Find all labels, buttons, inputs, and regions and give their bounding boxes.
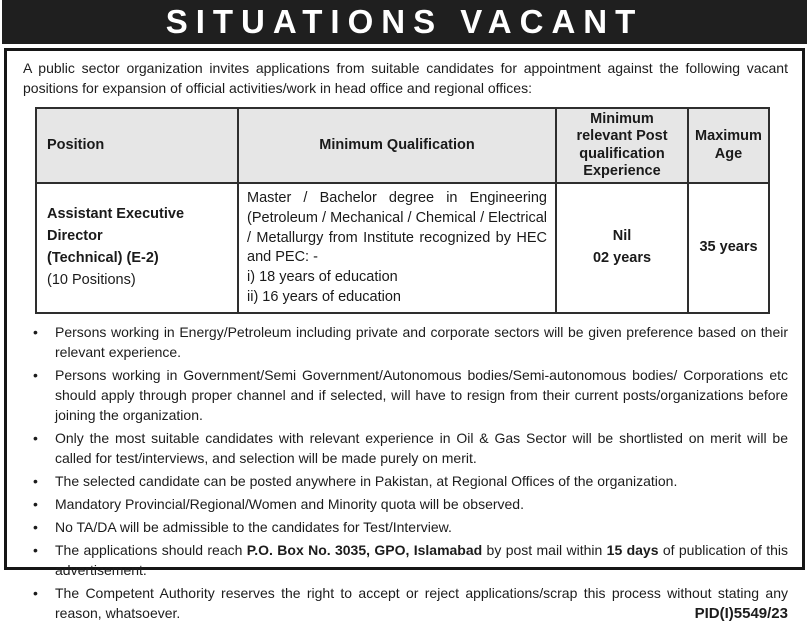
column-header-experience: Minimum relevant Post qualification Experience <box>556 108 688 184</box>
age-cell: 35 years <box>688 183 769 312</box>
table-row <box>36 183 769 312</box>
applications-text: of publication of this advertisement. <box>55 541 788 578</box>
list-item <box>25 322 790 362</box>
bullet-icon: • <box>33 366 38 383</box>
applications-text: by post mail within <box>482 541 607 558</box>
vacancy-table <box>35 107 770 314</box>
list-item <box>25 583 790 624</box>
list-item <box>25 494 790 514</box>
list-item <box>25 428 790 468</box>
applications-text: The applications should reach <box>55 541 247 558</box>
position-cell <box>36 183 238 312</box>
list-item-text: Persons working in Government/Semi Government/Autonomous bodies/Semi-autonomous bodies/ Corporations etc should apply through proper channel and if selected, will have to resign from their current posts/organizations before joining the organization. <box>55 366 788 423</box>
title-band <box>2 0 807 44</box>
bullet-icon: • <box>33 472 38 489</box>
position-title-line: Assistant Executive Director <box>47 206 185 245</box>
bullet-icon: • <box>33 541 38 558</box>
qualification-cell <box>238 183 556 312</box>
conditions-list <box>25 322 790 624</box>
column-header-position: Position <box>36 108 238 184</box>
bullet-icon: • <box>33 323 38 340</box>
bullet-icon: • <box>33 518 38 535</box>
advert-body <box>4 48 805 622</box>
qualification-paragraph: Master / Bachelor degree in Engineering (Petroleum / Mechanical / Chemical / Electrical / Metallurgy from Institute recognized by HEC and PEC: - <box>247 190 547 266</box>
list-item <box>25 517 790 537</box>
qualification-item: ii) 16 years of education <box>247 288 401 305</box>
list-item <box>25 365 790 425</box>
po-box-address: P.O. Box No. 3035, GPO, Islamabad <box>246 541 483 558</box>
experience-cell <box>556 183 688 312</box>
bullet-icon: • <box>33 429 38 446</box>
bullet-icon: • <box>33 584 38 601</box>
deadline-days: 15 days <box>606 541 659 558</box>
list-item-text <box>55 583 790 624</box>
qualification-item: i) 18 years of education <box>247 269 398 286</box>
page-title: SITUATIONS VACANT <box>165 3 644 40</box>
list-item-text: Persons working in Energy/Petroleum including private and corporate sectors will be given preference based on their relevant experience. <box>55 323 788 360</box>
pid-number: PID(I)5549/23 <box>694 604 788 622</box>
table-header-row <box>36 108 769 184</box>
position-title-line: (Technical) (E-2) <box>47 249 159 266</box>
experience-line: 02 years <box>592 249 652 266</box>
position-count: (10 Positions) <box>47 271 136 288</box>
list-item <box>25 540 790 580</box>
intro-paragraph: A public sector organization invites applications from suitable candidates for appointment against the following vacant positions for expansion of official activities/work in head office and regional offices: <box>23 60 788 96</box>
list-item <box>25 471 790 491</box>
list-item-text <box>55 540 790 580</box>
experience-line: Nil <box>612 228 632 245</box>
column-header-age: Maximum Age <box>688 108 769 184</box>
list-item-text: Mandatory Provincial/Regional/Women and Minority quota will be observed. <box>55 495 524 512</box>
list-item-text: No TA/DA will be admissible to the candidates for Test/Interview. <box>55 518 452 535</box>
competent-authority-text: The Competent Authority reserves the right to accept or reject applications/scrap this process without stating any reason, whatsoever. <box>55 584 788 621</box>
list-item-text: The selected candidate can be posted anywhere in Pakistan, at Regional Offices of the organization. <box>55 472 678 489</box>
bullet-icon: • <box>33 495 38 512</box>
column-header-qualification: Minimum Qualification <box>238 108 556 184</box>
list-item-text: Only the most suitable candidates with relevant experience in Oil & Gas Sector will be shortlisted on merit will be called for test/interviews, and selection will be made purely on merit. <box>55 429 788 466</box>
